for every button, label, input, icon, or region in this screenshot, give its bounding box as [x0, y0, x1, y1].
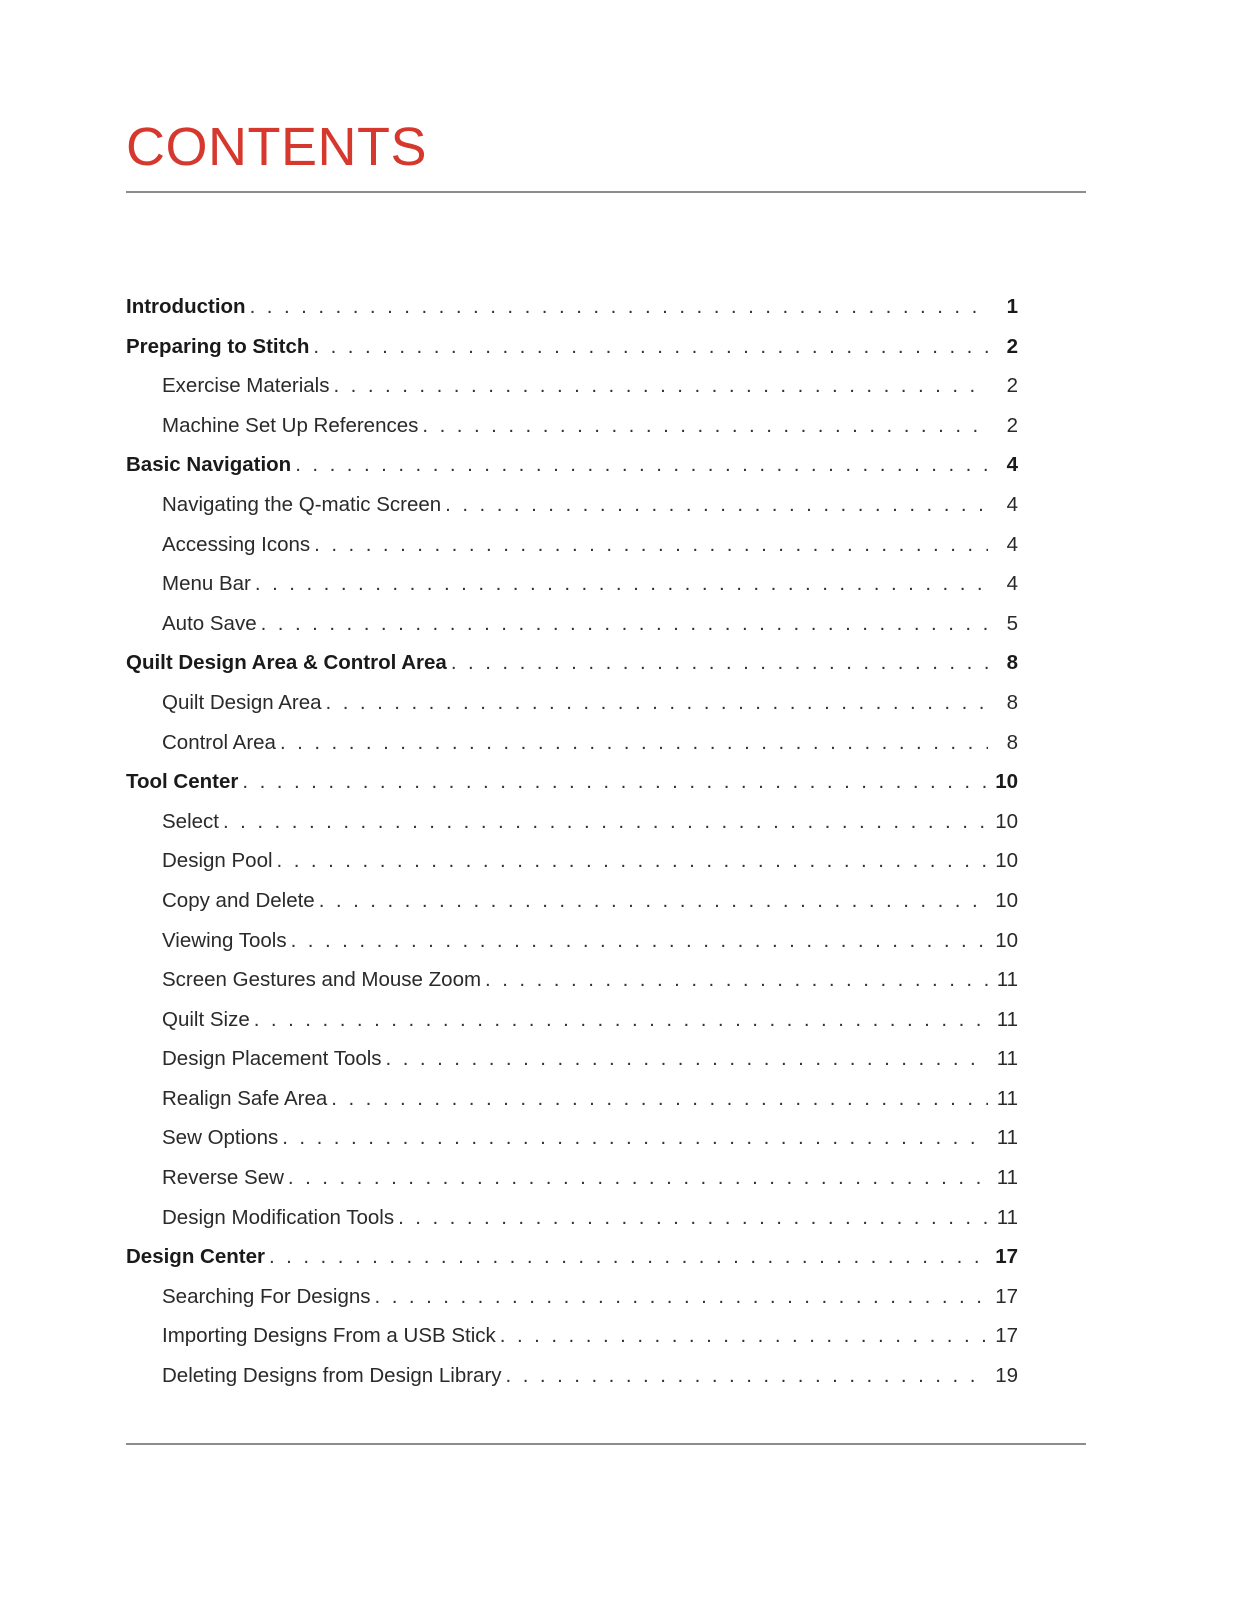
- toc-entry-label: Quilt Design Area: [162, 690, 322, 714]
- toc-page-number: 1: [1006, 295, 1018, 318]
- toc-subsection-entry[interactable]: [126, 921, 1018, 961]
- toc-subsection-entry[interactable]: [126, 366, 1018, 406]
- dot-leader: [333, 366, 988, 406]
- toc-subsection-entry[interactable]: [126, 683, 1018, 723]
- bottom-divider: [126, 1443, 1086, 1445]
- toc-page-number: 8: [1006, 730, 1018, 754]
- dot-leader: [288, 1158, 988, 1198]
- table-of-contents: [126, 287, 1018, 1396]
- toc-entry-label: Quilt Size: [162, 1007, 250, 1031]
- toc-entry-label: Searching For Designs: [162, 1284, 371, 1308]
- toc-subsection-entry[interactable]: [126, 1000, 1018, 1040]
- toc-entry-label: Sew Options: [162, 1126, 279, 1150]
- toc-subsection-entry[interactable]: [126, 1316, 1018, 1356]
- toc-entry-label: Quilt Design Area & Control Area: [126, 651, 447, 675]
- toc-page-number: 2: [1006, 334, 1018, 358]
- toc-subsection-entry[interactable]: [126, 564, 1018, 604]
- toc-entry-label: Design Pool: [162, 849, 273, 873]
- dot-leader: [485, 960, 988, 1000]
- toc-entry-label: Auto Save: [162, 611, 257, 635]
- toc-entry-label: Navigating the Q-matic Screen: [162, 492, 442, 516]
- toc-subsection-entry[interactable]: [126, 841, 1018, 881]
- toc-entry-label: Screen Gestures and Mouse Zoom: [162, 968, 482, 992]
- toc-subsection-entry[interactable]: [126, 604, 1018, 644]
- toc-subsection-entry[interactable]: [126, 1118, 1018, 1158]
- toc-subsection-entry[interactable]: [126, 485, 1018, 525]
- toc-page-number: 17: [995, 1324, 1018, 1348]
- toc-entry-label: Accessing Icons: [162, 532, 311, 556]
- dot-leader: [314, 525, 988, 565]
- dot-leader: [422, 406, 988, 446]
- dot-leader: [445, 485, 988, 525]
- toc-page-number: 11: [996, 1166, 1018, 1190]
- toc-entry-label: Control Area: [162, 730, 276, 754]
- toc-page-number: 10: [995, 770, 1018, 794]
- toc-subsection-entry[interactable]: [126, 802, 1018, 842]
- dot-leader: [282, 1118, 988, 1158]
- toc-page-number: 17: [995, 1245, 1018, 1269]
- dot-leader: [398, 1198, 988, 1238]
- toc-entry-label: Deleting Designs from Design Library: [162, 1364, 502, 1388]
- toc-section-entry[interactable]: [126, 287, 1018, 327]
- dot-leader: [451, 643, 988, 683]
- toc-page-number: 4: [1006, 532, 1018, 556]
- dot-leader: [269, 1237, 988, 1277]
- dot-leader: [254, 1000, 988, 1040]
- toc-page-number: 11: [996, 1126, 1018, 1150]
- toc-page-number: 11: [996, 968, 1018, 992]
- toc-page-number: 11: [996, 1047, 1018, 1071]
- toc-page-number: 10: [995, 888, 1018, 912]
- toc-entry-label: Importing Designs From a USB Stick: [162, 1324, 496, 1348]
- page-title: CONTENTS: [126, 117, 427, 177]
- toc-page-number: 2: [1006, 413, 1018, 437]
- dot-leader: [506, 1356, 988, 1396]
- toc-entry-label: Design Center: [126, 1245, 265, 1269]
- toc-entry-label: Tool Center: [126, 770, 239, 794]
- toc-page-number: 4: [1006, 572, 1018, 596]
- toc-subsection-entry[interactable]: [126, 881, 1018, 921]
- dot-leader: [255, 564, 988, 604]
- dot-leader: [280, 723, 988, 763]
- toc-subsection-entry[interactable]: [126, 525, 1018, 565]
- toc-section-entry[interactable]: [126, 327, 1018, 367]
- toc-entry-label: Viewing Tools: [162, 928, 287, 952]
- dot-leader: [500, 1316, 988, 1356]
- dot-leader: [223, 802, 988, 842]
- dot-leader: [291, 921, 988, 961]
- toc-page-number: 10: [995, 809, 1018, 833]
- dot-leader: [295, 445, 988, 485]
- dot-leader: [277, 841, 988, 881]
- toc-subsection-entry[interactable]: [126, 1198, 1018, 1238]
- dot-leader: [242, 762, 988, 802]
- toc-page-number: 8: [1006, 651, 1018, 675]
- dot-leader: [313, 327, 988, 367]
- toc-page-number: 11: [996, 1205, 1018, 1229]
- toc-subsection-entry[interactable]: [126, 1356, 1018, 1396]
- toc-page-number: 4: [1006, 492, 1018, 516]
- toc-entry-label: Introduction: [126, 295, 246, 318]
- toc-subsection-entry[interactable]: [126, 1277, 1018, 1317]
- toc-subsection-entry[interactable]: [126, 723, 1018, 763]
- toc-entry-label: Copy and Delete: [162, 888, 315, 912]
- toc-entry-label: Realign Safe Area: [162, 1086, 328, 1110]
- dot-leader: [331, 1079, 988, 1119]
- dot-leader: [375, 1277, 988, 1317]
- toc-subsection-entry[interactable]: [126, 406, 1018, 446]
- toc-page-number: 4: [1006, 453, 1018, 477]
- toc-page-number: 19: [995, 1364, 1018, 1388]
- toc-entry-label: Select: [162, 809, 219, 833]
- dot-leader: [319, 881, 988, 921]
- toc-entry-label: Basic Navigation: [126, 453, 292, 477]
- toc-page-number: 10: [995, 928, 1018, 952]
- toc-page-number: 5: [1006, 611, 1018, 635]
- toc-subsection-entry[interactable]: [126, 960, 1018, 1000]
- toc-entry-label: Design Modification Tools: [162, 1205, 395, 1229]
- toc-page-number: 2: [1006, 374, 1018, 398]
- toc-entry-label: Preparing to Stitch: [126, 334, 310, 358]
- dot-leader: [326, 683, 988, 723]
- toc-page-number: 8: [1006, 690, 1018, 714]
- toc-page-number: 17: [995, 1284, 1018, 1308]
- top-divider: [126, 191, 1086, 193]
- toc-entry-label: Exercise Materials: [162, 374, 330, 398]
- toc-section-entry[interactable]: [126, 762, 1018, 802]
- toc-page-number: 11: [996, 1007, 1018, 1031]
- toc-entry-label: Machine Set Up References: [162, 413, 419, 437]
- dot-leader: [261, 604, 988, 644]
- toc-entry-label: Design Placement Tools: [162, 1047, 382, 1071]
- toc-entry-label: Menu Bar: [162, 572, 251, 596]
- dot-leader: [386, 1039, 988, 1079]
- toc-subsection-entry[interactable]: [126, 1079, 1018, 1119]
- toc-section-entry[interactable]: [126, 643, 1018, 683]
- toc-subsection-entry[interactable]: [126, 1158, 1018, 1198]
- dot-leader: [250, 287, 988, 327]
- toc-subsection-entry[interactable]: [126, 1039, 1018, 1079]
- toc-section-entry[interactable]: [126, 445, 1018, 485]
- toc-page-number: 10: [995, 849, 1018, 873]
- toc-section-entry[interactable]: [126, 1237, 1018, 1277]
- toc-page-number: 11: [996, 1086, 1018, 1110]
- toc-entry-label: Reverse Sew: [162, 1166, 284, 1190]
